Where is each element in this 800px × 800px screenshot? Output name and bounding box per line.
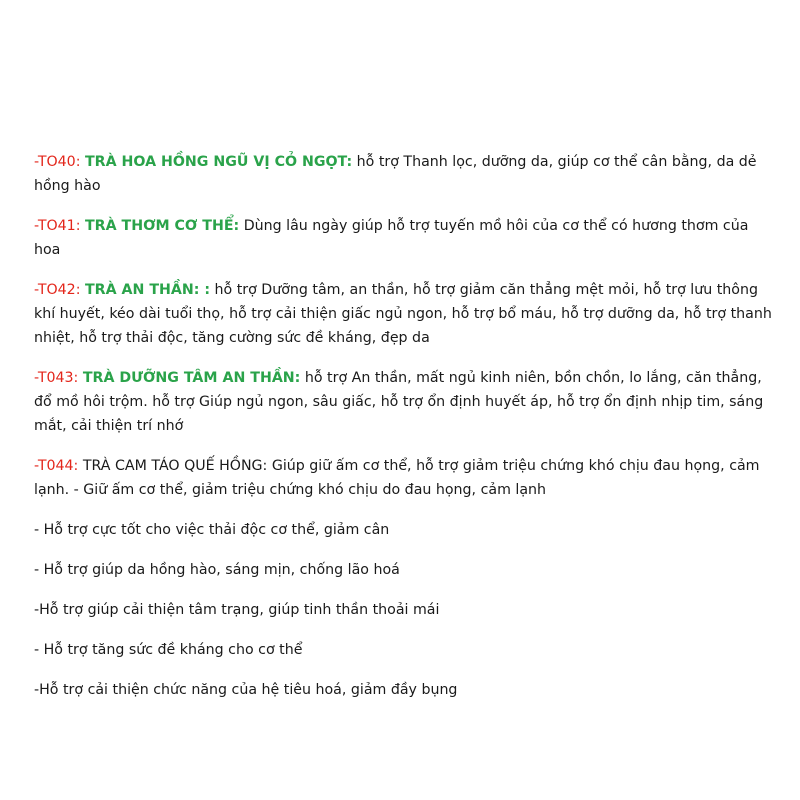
benefit-item: - Hỗ trợ cực tốt cho việc thải độc cơ thể, giảm cân	[34, 522, 390, 538]
entry-code: -T043:	[34, 370, 79, 386]
entry-to40	[34, 150, 774, 198]
entry-name: TRÀ CAM TÁO QUẾ HỒNG:	[82, 458, 268, 474]
entry-to42	[34, 278, 774, 350]
product-description	[34, 150, 774, 718]
entry-t044	[34, 454, 774, 502]
entry-description: hỗ trợ Thanh lọc, dưỡng da, giúp cơ thể cân bằng, da dẻ hồng hào	[34, 154, 757, 194]
benefit-item: - Hỗ trợ giúp da hồng hào, sáng mịn, chống lão hoá	[34, 562, 400, 578]
entry-code: -TO40:	[34, 154, 81, 170]
entry-description: hỗ trợ An thần, mất ngủ kinh niên, bồn chồn, lo lắng, căn thẳng, đổ mồ hôi trộm. hỗ trợ Giúp ngủ ngon, sâu giấc, hỗ trợ ổn định huyết áp, hỗ trợ ổn định nhịp tim, sáng mắt, cải thiện trí nhớ	[34, 370, 764, 434]
entry-description: Dùng lâu ngày giúp hỗ trợ tuyến mồ hôi của cơ thể có hương thơm của hoa	[34, 218, 749, 258]
entry-name: TRÀ DƯỠNG TÂM AN THẦN:	[82, 370, 301, 386]
benefit-item: -Hỗ trợ giúp cải thiện tâm trạng, giúp tinh thần thoải mái	[34, 602, 440, 618]
entry-code: -TO41:	[34, 218, 81, 234]
benefit-item: -Hỗ trợ cải thiện chức năng của hệ tiêu hoá, giảm đầy bụng	[34, 682, 458, 698]
entry-t043	[34, 366, 774, 438]
entry-code: -T044:	[34, 458, 79, 474]
entry-name: TRÀ AN THẦN: :	[85, 282, 211, 298]
entry-description: Giúp giữ ấm cơ thể, hỗ trợ giảm triệu chứng khó chịu đau họng, cảm lạnh. - Giữ ấm cơ thể, giảm triệu chứng khó chịu do đau họng, cảm lạnh	[34, 458, 760, 498]
entry-name: TRÀ HOA HỒNG NGŨ VỊ CỎ NGỌT:	[85, 154, 353, 170]
entry-code: -TO42:	[34, 282, 81, 298]
entry-name: TRÀ THƠM CƠ THỂ:	[85, 218, 240, 234]
entry-description: hỗ trợ Dưỡng tâm, an thần, hỗ trợ giảm căn thẳng mệt mỏi, hỗ trợ lưu thông khí huyết, kéo dài tuổi thọ, hỗ trợ cải thiện giấc ngủ ngon, hỗ trợ bổ máu, hỗ trợ dưỡng da, hỗ trợ thanh nhiệt, hỗ trợ thải độc, tăng cường sức đề kháng, đẹp da	[34, 282, 772, 346]
benefit-item: - Hỗ trợ tăng sức đề kháng cho cơ thể	[34, 642, 303, 658]
entry-to41	[34, 214, 774, 262]
